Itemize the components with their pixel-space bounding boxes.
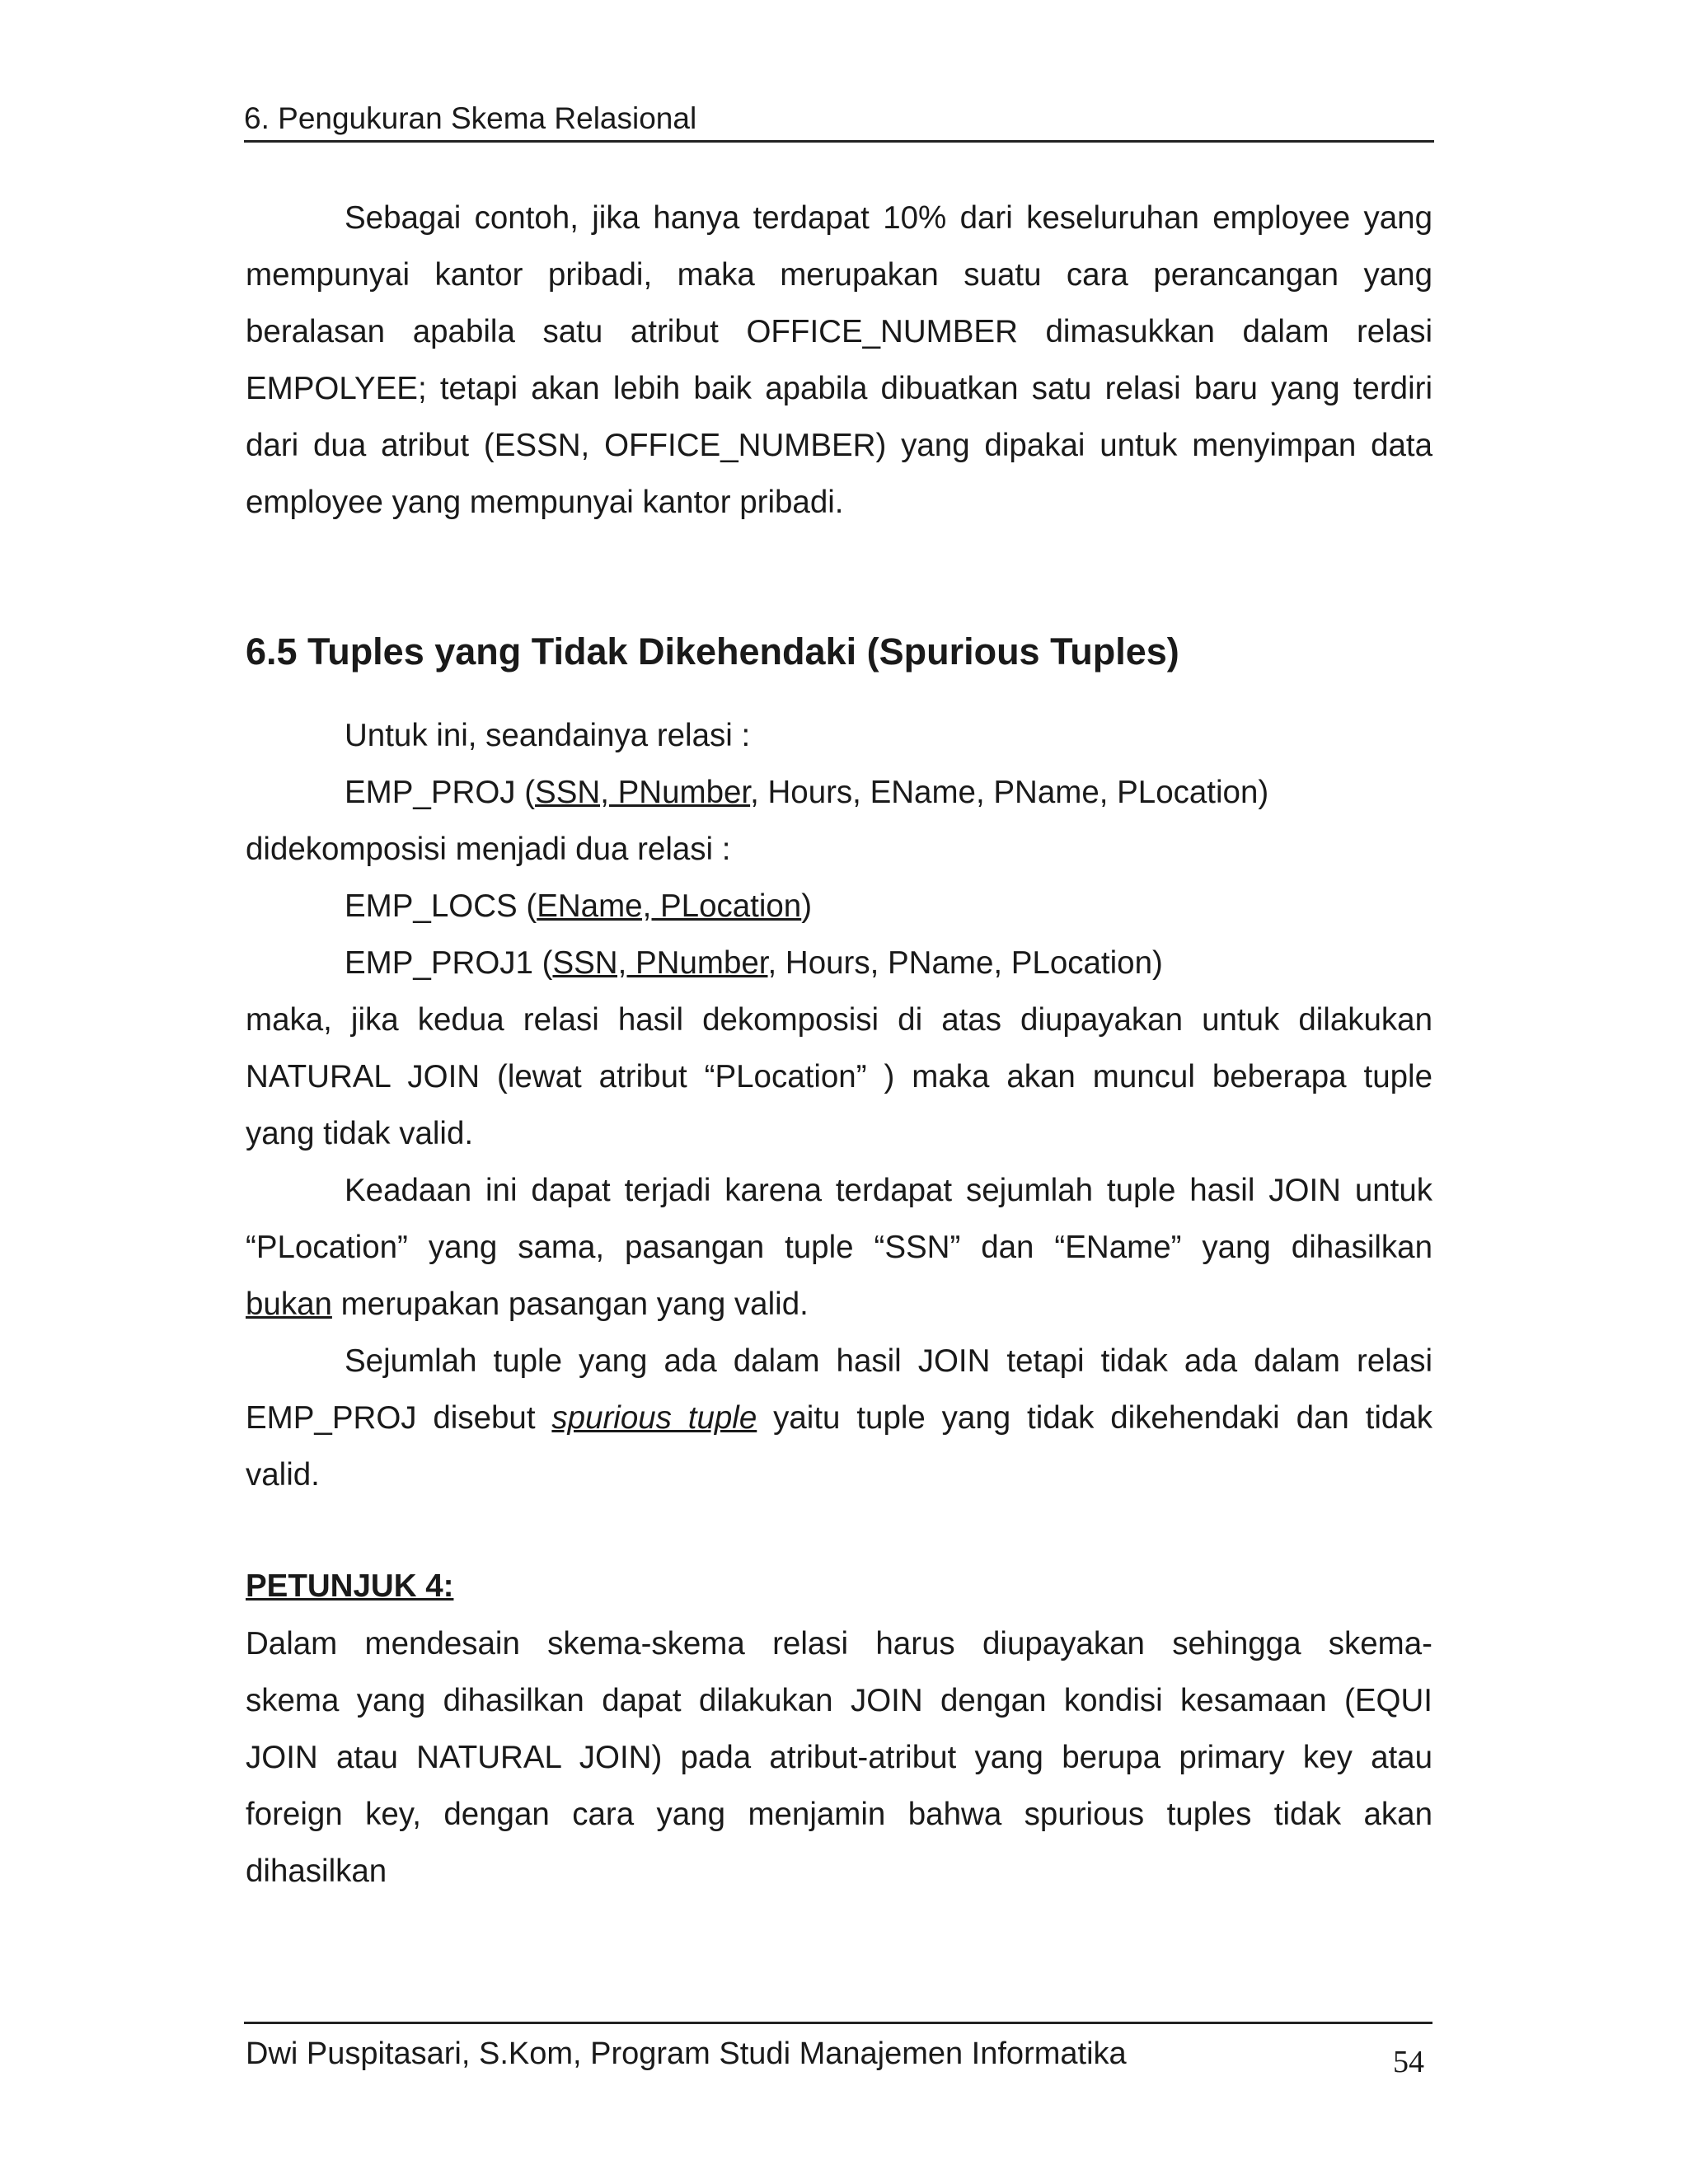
section-body [246,707,1432,1503]
text-line: yang tidak valid. [246,1116,474,1151]
section-heading: 6.5 Tuples yang Tidak Dikehendaki (Spurious Tuples) [246,630,1179,673]
text-line: Keadaan ini dapat terjadi karena terdapat sejumlah tuple hasil JOIN untuk [345,1173,1432,1208]
relation-prefix: EMP_LOCS ( [345,888,537,924]
emphasis-word: bukan [246,1286,332,1322]
text-line: maka, jika kedua relasi hasil dekomposisi di atas diupayakan untuk dilakukan [246,1002,1432,1038]
relation-suffix: , Hours, EName, PName, PLocation) [750,775,1269,810]
text-line: dari dua atribut (ESSN, OFFICE_NUMBER) yang dipakai untuk menyimpan data [246,428,1432,463]
text-line: Sebagai contoh, jika hanya terdapat 10% dari keseluruhan employee yang [345,200,1432,236]
text-fragment: merupakan pasangan yang valid. [331,1286,809,1322]
text-line: NATURAL JOIN (lewat atribut “PLocation” ) maka akan muncul beberapa tuple [246,1059,1432,1094]
text-fragment: EMP_PROJ disebut [246,1400,552,1436]
text-line: JOIN atau NATURAL JOIN) pada atribut-atribut yang berupa primary key atau [246,1740,1432,1775]
text-line: “PLocation” yang sama, pasangan tuple “SSN” dan “EName” yang dihasilkan [246,1230,1432,1265]
text-line: beralasan apabila satu atribut OFFICE_NUMBER dimasukkan dalam relasi [246,314,1432,349]
text-line: didekomposisi menjadi dua relasi : [246,832,731,867]
text-line: skema yang dihasilkan dapat dilakukan JOIN dengan kondisi kesamaan (EQUI [246,1683,1432,1718]
primary-key: EName, PLocation [537,888,802,924]
footer-credit: Dwi Puspitasari, S.Kom, Program Studi Manajemen Informatika [246,2036,1127,2071]
text-line: EMPOLYEE; tetapi akan lebih baik apabila dibuatkan satu relasi baru yang terdiri [246,371,1432,406]
primary-key: SSN, PNumber [535,775,751,810]
text-line: employee yang mempunyai kantor pribadi. [246,485,844,520]
text-line [246,1390,1432,1446]
text-line: mempunyai kantor pribadi, maka merupakan suatu cara perancangan yang [246,257,1432,293]
hint-paragraph [246,1615,1432,1900]
footer-divider [244,2022,1432,2024]
relation-emp-proj [246,764,1432,821]
term-spurious-tuple: spurious tuple [551,1400,757,1436]
intro-paragraph [246,190,1432,531]
relation-prefix: EMP_PROJ ( [345,775,536,810]
text-line: Dalam mendesain skema-skema relasi harus diupayakan sehingga skema- [246,1626,1432,1661]
primary-key: SSN, PNumber [552,945,768,981]
page-number: 54 [1393,2045,1424,2079]
relation-prefix: EMP_PROJ1 ( [345,945,553,981]
text-fragment: yaitu tuple yang tidak dikehendaki dan tidak [757,1400,1432,1436]
text-line: Sejumlah tuple yang ada dalam hasil JOIN tetapi tidak ada dalam relasi [345,1343,1432,1379]
hint-title: PETUNJUK 4: [246,1568,454,1604]
text-line: Untuk ini, seandainya relasi : [345,718,751,753]
relation-suffix: ) [801,888,813,924]
page-header [244,97,1434,143]
relation-emp-proj1 [246,935,1432,991]
text-line: valid. [246,1457,320,1493]
text-line: foreign key, dengan cara yang menjamin bahwa spurious tuples tidak akan [246,1797,1432,1832]
text-line [246,1276,1432,1333]
text-line: dihasilkan [246,1854,387,1889]
chapter-title: 6. Pengukuran Skema Relasional [244,101,697,135]
relation-suffix: , Hours, PName, PLocation) [767,945,1163,981]
relation-emp-locs [246,878,1432,935]
